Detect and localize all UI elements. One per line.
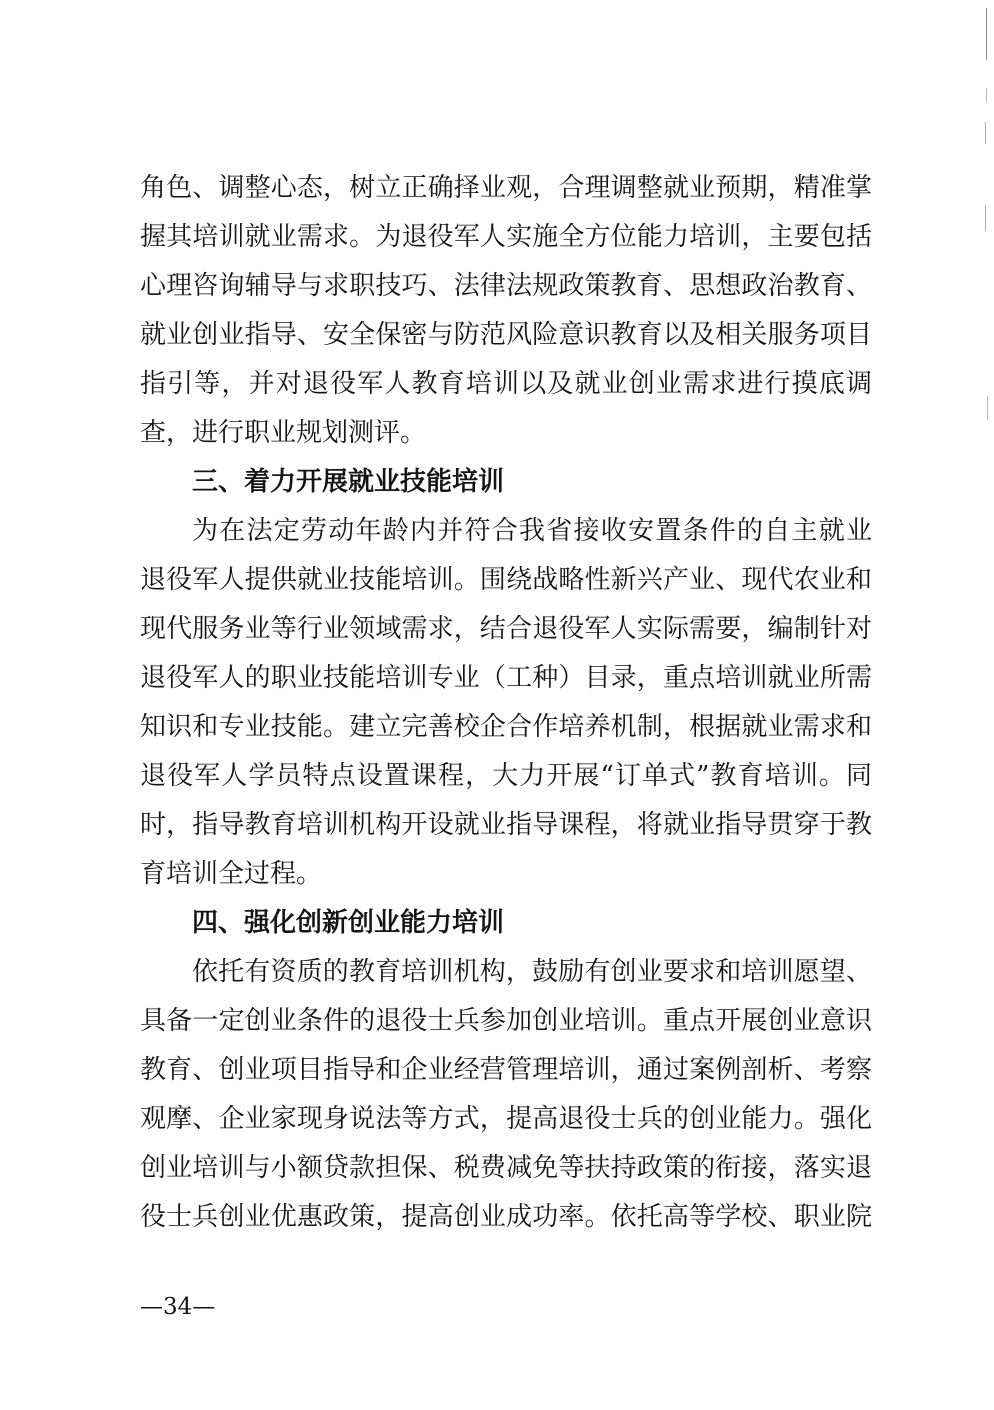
- scan-mark: [985, 205, 986, 231]
- text-line: 时，指导教育培训机构开设就业指导课程，将就业指导贯穿于教: [140, 810, 872, 840]
- text-line: 查，进行职业规划测评。: [140, 418, 427, 448]
- text-line: 就业创业指导、安全保密与防范风险意识教育以及相关服务项目: [140, 320, 872, 350]
- scan-mark: [987, 396, 988, 420]
- text-line: 退役军人的职业技能培训专业（工种）目录，重点培训就业所需: [140, 663, 872, 693]
- text-line: 创业培训与小额贷款担保、税费减免等扶持政策的衔接，落实退: [140, 1153, 872, 1183]
- text-line: 役士兵创业优惠政策，提高创业成功率。依托高等学校、职业院: [140, 1202, 872, 1232]
- text-line: 心理咨询辅导与求职技巧、法律法规政策教育、思想政治教育、: [140, 271, 872, 301]
- text-line: 教育、创业项目指导和企业经营管理培训，通过案例剖析、考察: [140, 1055, 872, 1085]
- text-line: 依托有资质的教育培训机构，鼓励有创业要求和培训愿望、: [192, 957, 872, 987]
- text-line: 握其培训就业需求。为退役军人实施全方位能力培训，主要包括: [140, 222, 872, 252]
- text-line: 观摩、企业家现身说法等方式，提高退役士兵的创业能力。强化: [140, 1104, 872, 1134]
- text-line: 角色、调整心态，树立正确择业观，合理调整就业预期，精准掌: [140, 173, 872, 203]
- text-line: 为在法定劳动年龄内并符合我省接收安置条件的自主就业: [192, 516, 872, 546]
- text-line: 育培训全过程。: [140, 859, 323, 889]
- text-line: 指引等，并对退役军人教育培训以及就业创业需求进行摸底调: [140, 369, 872, 399]
- section-heading: 三、着力开展就业技能培训: [192, 467, 505, 497]
- page-number: —34—: [140, 1294, 216, 1320]
- text-line: 现代服务业等行业领域需求，结合退役军人实际需要，编制针对: [140, 614, 872, 644]
- text-line: 知识和专业技能。建立完善校企合作培养机制，根据就业需求和: [140, 712, 872, 742]
- scan-mark: [986, 8, 987, 60]
- text-line: 具备一定创业条件的退役士兵参加创业培训。重点开展创业意识: [140, 1006, 872, 1036]
- text-line: 退役军人学员特点设置课程，大力开展“订单式”教育培训。同: [140, 761, 872, 791]
- scan-mark: [985, 122, 986, 144]
- scan-mark: [986, 88, 987, 102]
- document-body: [140, 164, 872, 1242]
- text-line: 退役军人提供就业技能培训。围绕战略性新兴产业、现代农业和: [140, 565, 872, 595]
- section-heading: 四、强化创新创业能力培训: [192, 908, 505, 938]
